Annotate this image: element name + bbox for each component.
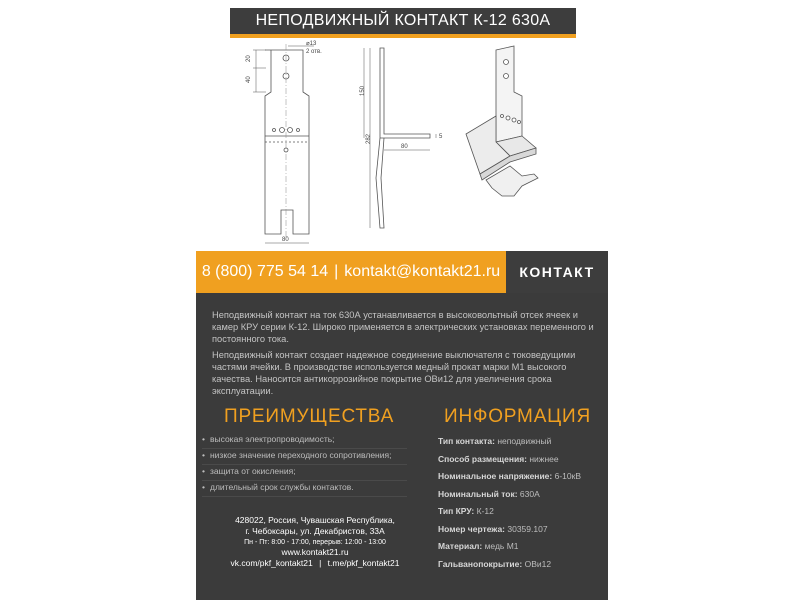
bullet-icon: • xyxy=(202,450,205,460)
information-list xyxy=(438,433,606,573)
contact-bar xyxy=(196,251,608,293)
info-row: Тип контакта: неподвижный xyxy=(438,436,552,446)
list-item: • низкое значение переходного сопротивления; xyxy=(202,449,407,465)
technical-drawings xyxy=(196,38,608,250)
description-paragraph-1: Неподвижный контакт на ток 630А устанавливается в высоковольтный отсек ячеек и камер КРУ серии К-12. Широко применяется в электрических установках переменного и постоянного тока. xyxy=(212,310,594,344)
vk-link[interactable]: vk.com/pkf_kontakt21 xyxy=(230,558,313,568)
description-paragraph-2: Неподвижный контакт создает надежное соединение выключателя с токоведущими частями ячейки. В производстве используется медный прокат марки М1 высокого качества. Наносится антикоррозийное покрытие ОВи12 для увеличения срока эксплуатации. xyxy=(212,350,576,396)
advantages-heading: ПРЕИМУЩЕСТВА xyxy=(224,406,395,427)
information-heading: ИНФОРМАЦИЯ xyxy=(444,406,591,427)
list-item: • защита от окисления; xyxy=(202,465,407,481)
side-view-drawing xyxy=(364,48,436,228)
phone-link[interactable]: 8 (800) 775 54 14 xyxy=(201,263,329,280)
info-row: Тип КРУ: К-12 xyxy=(438,506,494,516)
email-link[interactable]: kontakt@kontakt21.ru xyxy=(344,263,501,280)
title-banner xyxy=(230,8,576,38)
address-block xyxy=(210,515,420,548)
contact-separator: | xyxy=(334,263,339,280)
info-panel xyxy=(196,293,608,600)
dim-20-label: 20 xyxy=(246,55,252,62)
advantages-list xyxy=(202,433,407,497)
info-row: Номинальное напряжение: 6-10кВ xyxy=(438,471,582,481)
hole-count-label: 2 отв. xyxy=(306,49,322,55)
list-item: • длительный срок службы контактов. xyxy=(202,481,407,497)
bullet-icon: • xyxy=(202,482,205,492)
front-view-drawing xyxy=(253,44,314,243)
links-separator: | xyxy=(319,558,322,568)
page-title: НЕПОДВИЖНЫЙ КОНТАКТ К-12 630А xyxy=(255,12,551,29)
website-link[interactable]: www.kontakt21.ru xyxy=(281,547,349,557)
dim-282-label: 282 xyxy=(366,133,372,144)
working-hours: Пн - Пт: 8:00 - 17:00, перерыв: 12:00 - 13:00 xyxy=(244,539,386,546)
info-row: Способ размещения: нижнее xyxy=(438,453,559,464)
info-row: Материал: медь М1 xyxy=(438,541,519,551)
isometric-view-drawing xyxy=(466,46,538,196)
info-row: Гальванопокрытие: ОВи12 xyxy=(438,558,552,569)
info-row: Номинальный ток: 630А xyxy=(438,488,540,499)
dim-5-label: 5 xyxy=(439,134,443,140)
contact-strip xyxy=(196,251,506,293)
dim-150-label: 150 xyxy=(360,85,366,96)
hole-diameter-label: ⌀13 xyxy=(306,41,317,47)
dim-80-label: 80 xyxy=(401,144,408,150)
company-logo xyxy=(506,251,608,293)
bullet-icon: • xyxy=(202,466,205,476)
links-block xyxy=(210,547,420,569)
telegram-link[interactable]: t.me/pkf_kontakt21 xyxy=(327,558,400,568)
address-line-2: г. Чебоксары, ул. Декабристов, 33А xyxy=(245,526,385,536)
dim-bottom-width-label: 80 xyxy=(282,237,289,243)
dim-40-label: 40 xyxy=(246,76,252,83)
product-sheet xyxy=(196,0,608,600)
list-item: • высокая электропроводимость; xyxy=(202,433,407,449)
logo-text: КОНТАКТ xyxy=(519,264,595,280)
address-line-1: 428022, Россия, Чувашская Республика, xyxy=(235,515,395,525)
info-row: Номер чертежа: 30359.107 xyxy=(438,523,548,534)
bullet-icon: • xyxy=(202,434,205,444)
